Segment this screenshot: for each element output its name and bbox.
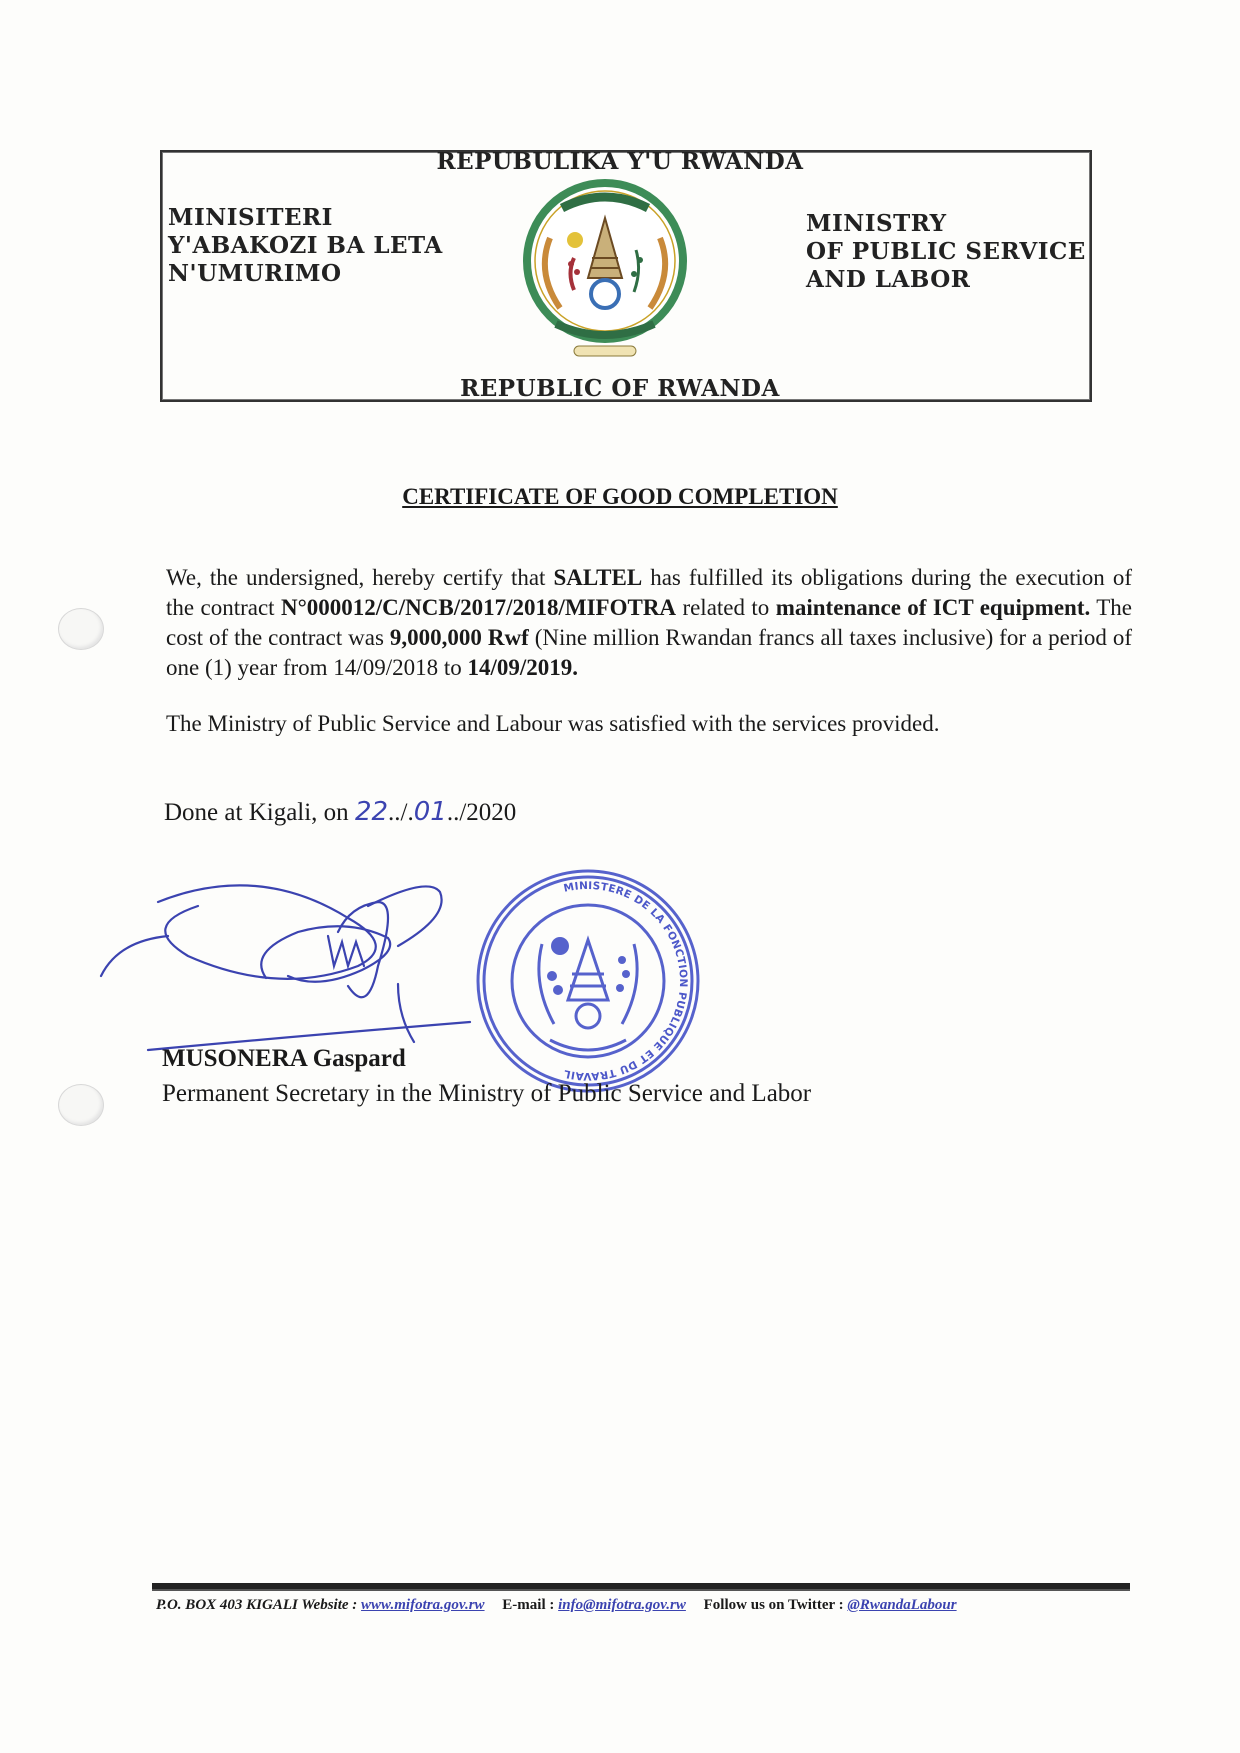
company-name: SALTEL xyxy=(553,565,643,590)
punch-hole-bottom xyxy=(58,1084,104,1126)
letterhead-right-line: MINISTRY xyxy=(806,210,947,237)
rwanda-coat-of-arms-icon xyxy=(522,178,688,364)
footer-website-link[interactable]: www.mifotra.gov.rw xyxy=(361,1597,485,1613)
document-title: CERTIFICATE OF GOOD COMPLETION xyxy=(402,484,838,509)
footer-twitter-link[interactable]: @RwandaLabour xyxy=(847,1597,957,1613)
footer-address: P.O. BOX 403 KIGALI xyxy=(156,1597,298,1613)
date-year: ../2020 xyxy=(446,799,517,826)
letterhead-right-line: OF PUBLIC SERVICE xyxy=(806,238,1086,265)
letterhead-top-title: REPUBULIKA Y'U RWANDA xyxy=(436,148,804,175)
letterhead-bottom-title: REPUBLIC OF RWANDA xyxy=(460,375,780,402)
certification-paragraph xyxy=(166,563,1132,683)
letterhead-left-line: Y'ABAKOZI BA LETA xyxy=(168,232,443,259)
contract-number: N°000012/C/NCB/2017/2018/MIFOTRA xyxy=(280,595,677,620)
official-stamp xyxy=(472,864,704,1098)
signer-name: MUSONERA Gaspard xyxy=(162,1045,406,1072)
paragraph-text: We, the undersigned, hereby certify that xyxy=(166,565,554,590)
satisfaction-paragraph: The Ministry of Public Service and Labour was satisfied with the services provided. xyxy=(166,711,940,736)
stamp-ring-text: MINISTERE DE LA FONCTION PUBLIQUE ET DU TRAVAIL xyxy=(562,879,690,1083)
footer-rule xyxy=(152,1583,1130,1591)
letterhead-left-line: MINISITERI xyxy=(168,204,333,231)
paragraph-text: (Nine million Rwandan francs all taxes inclusive) for a period of one (1) year from 14/09/2018 to xyxy=(166,625,1132,680)
letterhead-right-line: AND LABOR xyxy=(806,266,971,293)
footer-email-link[interactable]: info@mifotra.gov.rw xyxy=(558,1597,686,1613)
done-prefix: Done at Kigali, on xyxy=(164,799,355,826)
punch-hole-top xyxy=(58,608,104,650)
letterhead-right-block xyxy=(806,210,1086,294)
paragraph-text: related to xyxy=(676,595,776,620)
footer-email-label: E-mail : xyxy=(502,1597,555,1613)
paragraph-text: has fulfilled its obligations during the execution of the contract xyxy=(166,565,1132,620)
done-at-line xyxy=(164,797,516,827)
letterhead-left-line: N'UMURIMO xyxy=(168,260,342,287)
footer-twitter-label: Follow us on Twitter : xyxy=(703,1597,844,1613)
footer-website-label: Website : xyxy=(301,1597,358,1613)
paragraph-text: The cost of the contract was xyxy=(166,595,1132,650)
handwritten-month: 01 xyxy=(413,797,447,827)
contract-end-date: 14/09/2019. xyxy=(467,655,579,680)
handwritten-signature xyxy=(98,866,478,1066)
letterhead-left-block xyxy=(168,204,443,288)
contract-subject: maintenance of ICT equipment. xyxy=(775,595,1091,620)
date-separator: ../. xyxy=(388,799,414,826)
signer-title: Permanent Secretary in the Ministry of Public Service and Labor xyxy=(162,1080,812,1107)
handwritten-day: 22 xyxy=(354,797,389,827)
footer-contact xyxy=(156,1597,1136,1614)
contract-amount: 9,000,000 Rwf xyxy=(389,625,529,650)
